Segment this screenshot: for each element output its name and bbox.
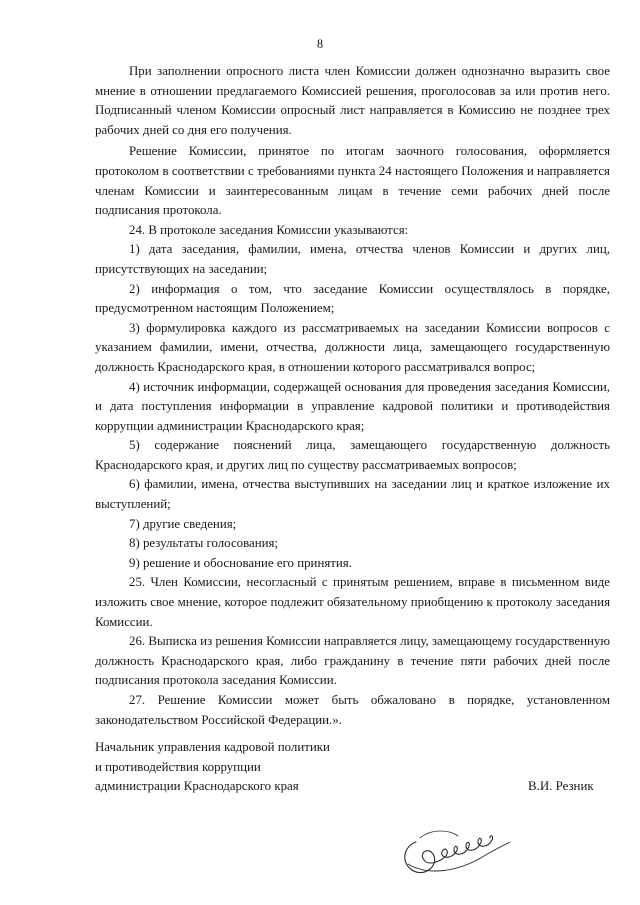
list-item-2: 2) информация о том, что заседание Комиссии осуществлялось в порядке, предусмотренном настоящим Положением; (95, 281, 610, 316)
paragraph-absentee-decision: Решение Комиссии, принятое по итогам заочного голосования, оформляется протоколом в соответствии с требованиями пункта 24 настоящего Положения и направляется членам Комиссии и заинтересованным лицам в течение семи рабочих дней после подписания протокола. (95, 144, 610, 218)
list-item-8: 8) результаты голосования; (129, 536, 279, 551)
page-number: 8 (316, 37, 324, 51)
handwritten-signature (398, 812, 518, 882)
list-item-4: 4) источник информации, содержащей основания для проведения заседания Комиссии, и дата поступления информации в управление кадровой политики и противодействия коррупции администрации Краснодарского края; (95, 379, 610, 433)
list-item-7: 7) другие сведения; (129, 516, 237, 531)
signer-name: В.И. Резник (528, 779, 594, 793)
paragraph-25-dissent: 25. Член Комиссии, несогласный с принятым решением, вправе в письменном виде изложить свое мнение, которое подлежит обязательному приобщению к протоколу заседания Комиссии. (95, 575, 610, 629)
list-item-5: 5) содержание пояснений лица, замещающего государственную должность Краснодарского края, и других лиц по существу рассматриваемых вопросов; (95, 438, 610, 472)
signatory-title-line: Начальник управления кадровой политики (95, 740, 330, 754)
paragraph-26-extract: 26. Выписка из решения Комиссии направляется лицу, замещающему государственную должность Краснодарского края, либо гражданину в течение пяти рабочих дней после подписания протокола заседания Комиссии. (95, 634, 610, 688)
list-item-6: 6) фамилии, имена, отчества выступивших на заседании лиц и краткое изложение их выступлений; (95, 477, 610, 512)
paragraph-voting-sheet: При заполнении опросного листа член Комиссии должен однозначно выразить свое мнение в отношении предлагаемого Комиссией решения, проголосовав за или против него. Подписанный членом Комиссии опросный лист направляется в Комиссию не позднее трех рабочих дней со дня его получения. (95, 64, 610, 137)
list-item-3: 3) формулировка каждого из рассматриваемых на заседании Комиссии вопросов с указанием фамилии, имени, отчества, должности лица, замещающего государственную должность Краснодарского края, в отношении которого рассматривался вопрос; (95, 320, 610, 374)
list-item-1: 1) дата заседания, фамилии, имена, отчества членов Комиссии и других лиц, присутствующих на заседании; (95, 242, 610, 276)
signatory-title-line: администрации Краснодарского края (95, 779, 299, 793)
paragraph-24-protocol: 24. В протоколе заседания Комиссии указываются: (129, 222, 409, 237)
paragraph-27-appeal: 27. Решение Комиссии может быть обжаловано в порядке, установленном законодательством Российской Федерации.». (95, 693, 610, 727)
list-item-9: 9) решение и обоснование его принятия. (129, 555, 352, 570)
signatory-title (95, 738, 395, 797)
body-text (95, 62, 610, 730)
signatory-title-line: и противодействия коррупции (95, 759, 261, 774)
